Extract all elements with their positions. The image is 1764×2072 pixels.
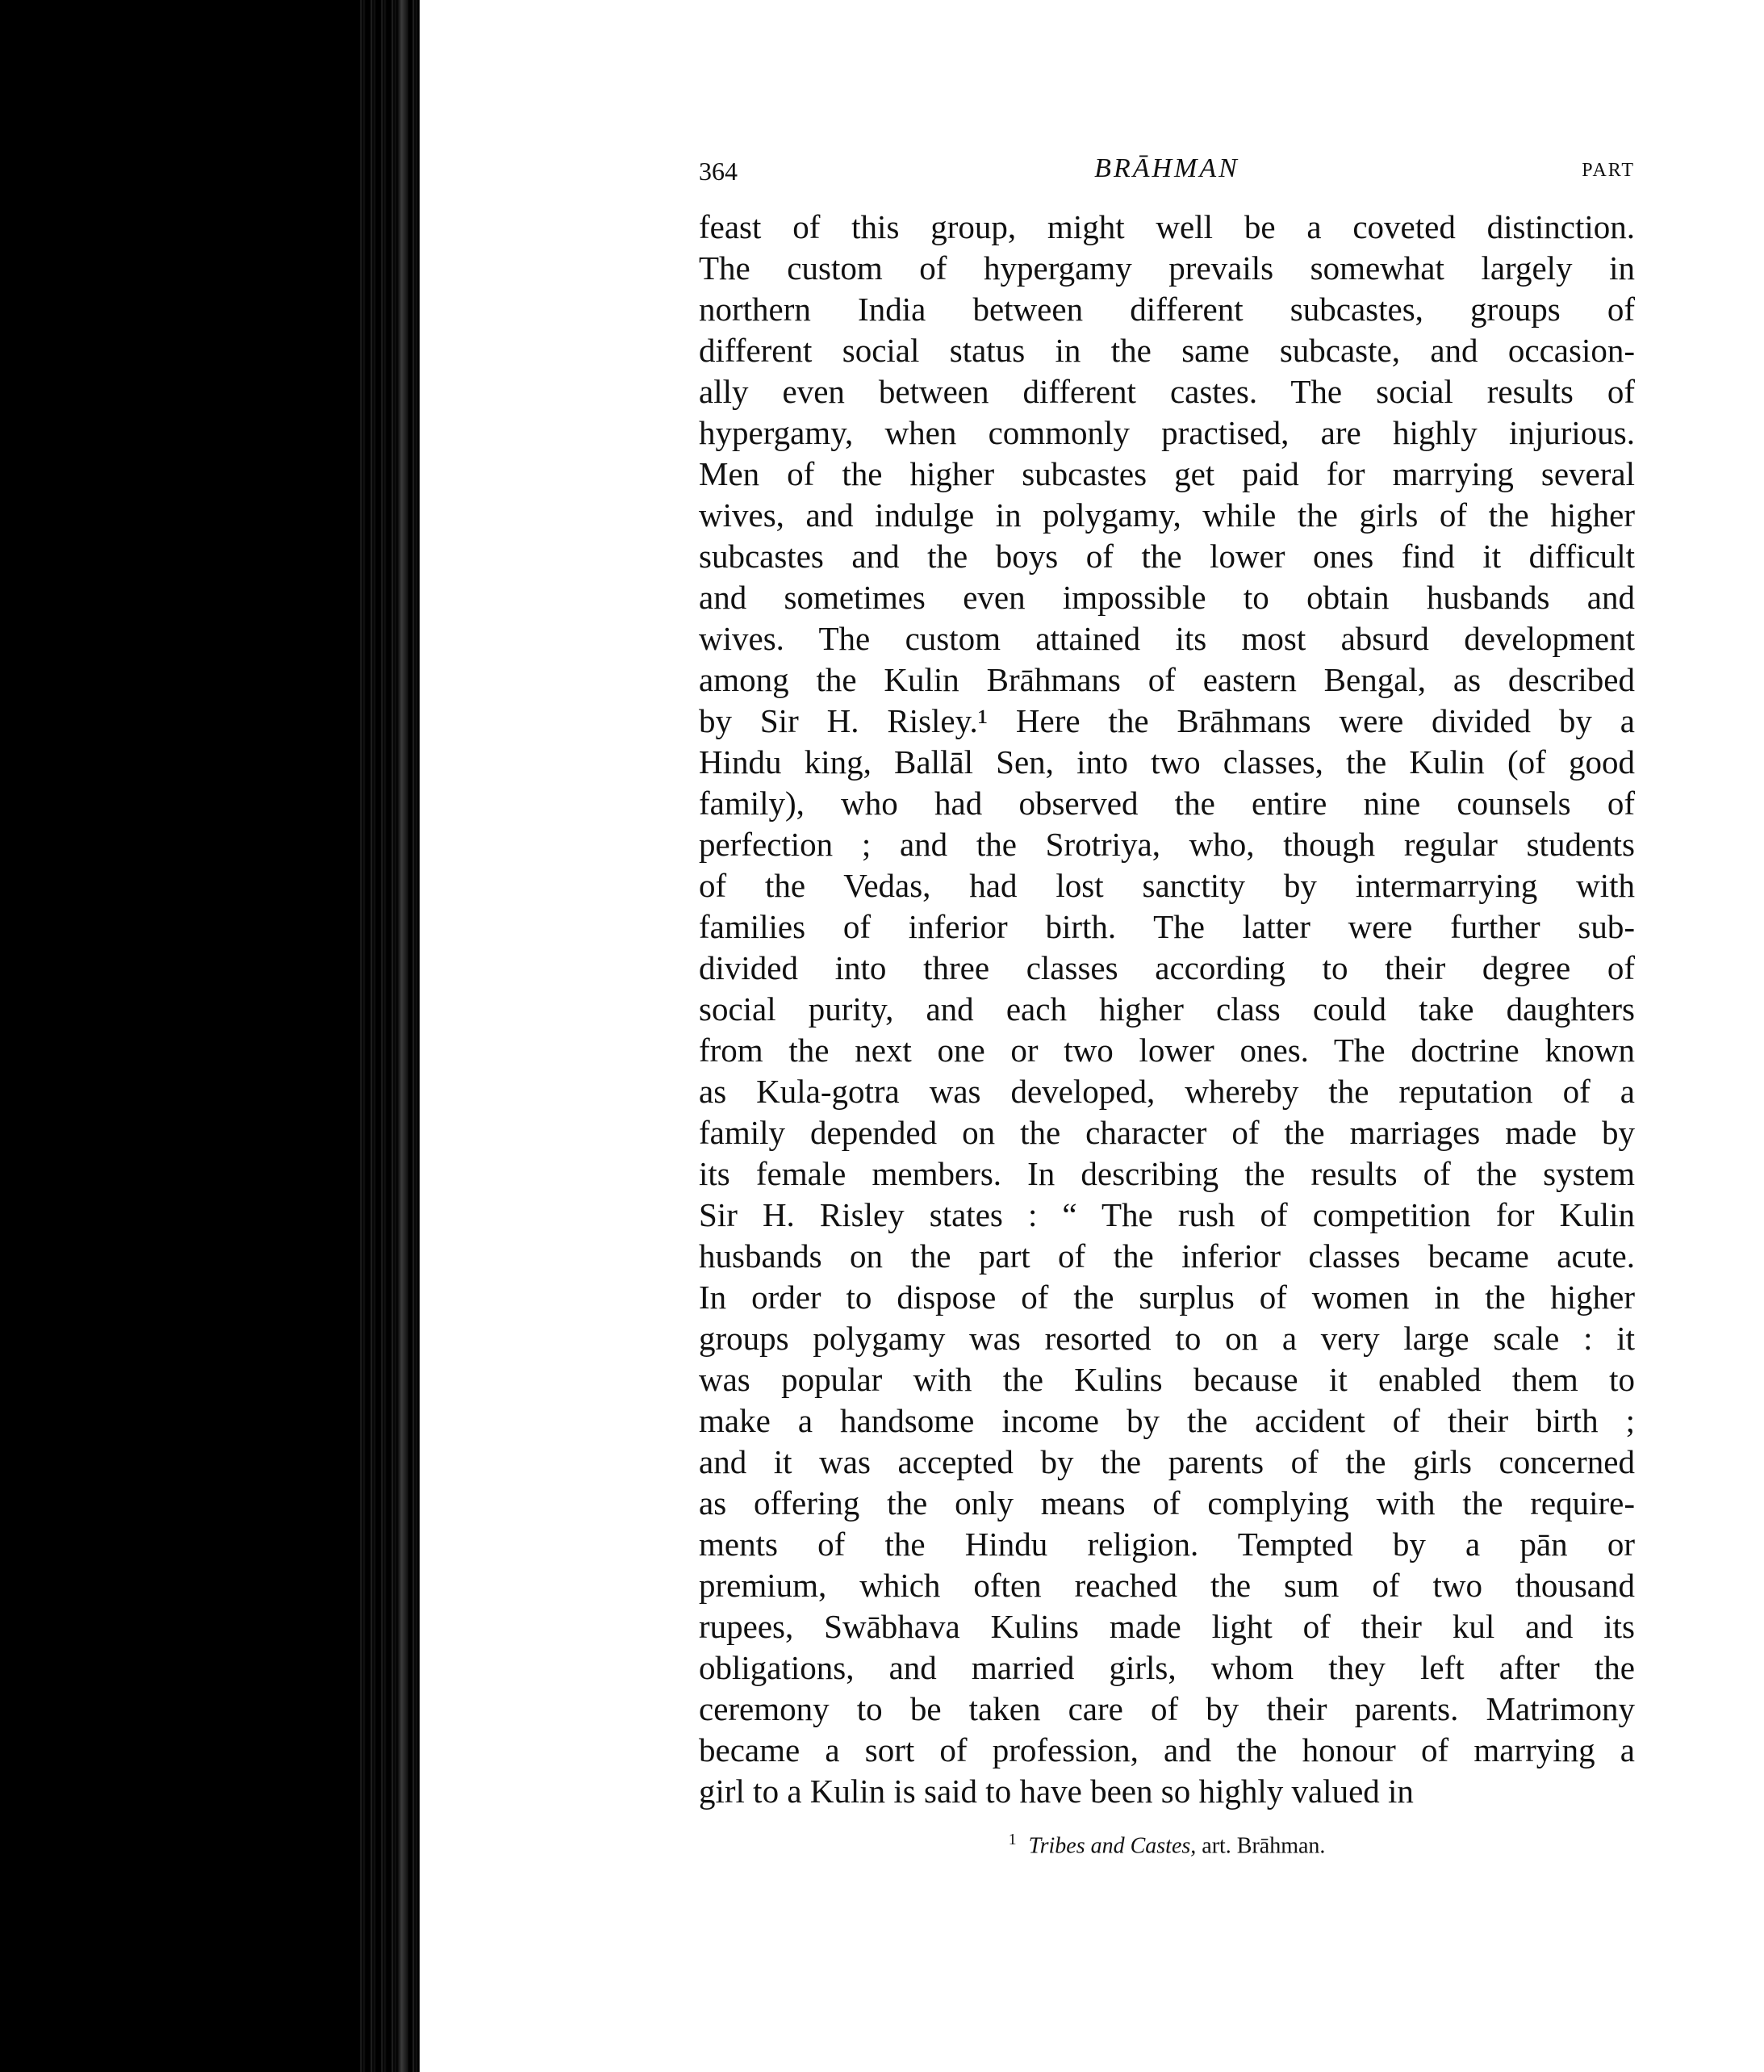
text-line: and sometimes even impossible to obtain husbands and: [699, 579, 1635, 616]
text-line: social purity, and each higher class could take daughters: [699, 990, 1635, 1028]
text-line: divided into three classes according to their degree of: [699, 949, 1635, 986]
footnote-marker: 1: [1008, 1831, 1017, 1848]
text-line: subcastes and the boys of the lower ones find it difficult: [699, 538, 1635, 575]
text-line: family), who had observed the entire nine counsels of: [699, 785, 1635, 822]
footnote-text: art. Brāhman.: [1202, 1833, 1326, 1859]
text-line: Sir H. Risley states : “ The rush of competition for Kulin: [699, 1196, 1635, 1233]
text-line: In order to dispose of the surplus of women in the higher: [699, 1279, 1635, 1316]
text-line: rupees, Swābhava Kulins made light of their kul and its: [699, 1608, 1635, 1645]
text-line: its female members. In describing the results of the system: [699, 1155, 1635, 1192]
text-line: make a handsome income by the accident of their birth ;: [699, 1402, 1635, 1439]
footnote-title: Tribes and Castes,: [1028, 1833, 1197, 1859]
body-text: [699, 207, 1635, 1812]
text-line: as offering the only means of complying with the require-: [699, 1484, 1635, 1522]
page-number: 364: [699, 157, 738, 186]
text-line: obligations, and married girls, whom they left after the: [699, 1649, 1635, 1686]
text-line: was popular with the Kulins because it enabled them to: [699, 1361, 1635, 1398]
text-line: as Kula-gotra was developed, whereby the reputation of a: [699, 1073, 1635, 1110]
text-line: perfection ; and the Srotriya, who, though regular students: [699, 826, 1635, 863]
text-line: Hindu king, Ballāl Sen, into two classes, the Kulin (of good: [699, 743, 1635, 781]
text-line: from the next one or two lower ones. The doctrine known: [699, 1032, 1635, 1069]
text-line: husbands on the part of the inferior classes became acute.: [699, 1237, 1635, 1275]
text-line: groups polygamy was resorted to on a very large scale : it: [699, 1320, 1635, 1357]
scan-gutter: [0, 0, 420, 2072]
book-page: [699, 145, 1635, 1861]
text-line: different social status in the same subcaste, and occasion-: [699, 332, 1635, 369]
text-line: of the Vedas, had lost sanctity by intermarrying with: [699, 867, 1635, 904]
text-line: The custom of hypergamy prevails somewhat largely in: [699, 249, 1635, 287]
text-line: northern India between different subcastes, groups of: [699, 291, 1635, 328]
text-line: wives. The custom attained its most absurd development: [699, 620, 1635, 657]
book-spine-edge: [355, 0, 420, 2072]
text-line: by Sir H. Risley.¹ Here the Brāhmans were divided by a: [699, 702, 1635, 739]
text-line: among the Kulin Brāhmans of eastern Bengal, as described: [699, 661, 1635, 698]
text-line: ments of the Hindu religion. Tempted by a pān or: [699, 1526, 1635, 1563]
text-line: became a sort of profession, and the honour of marrying a: [699, 1731, 1635, 1769]
running-title: BRĀHMAN: [1094, 153, 1239, 183]
page-binding-shadow: [397, 0, 408, 2072]
text-line: ally even between different castes. The social results of: [699, 373, 1635, 410]
text-line: families of inferior birth. The latter were further sub-: [699, 908, 1635, 945]
text-line: and it was accepted by the parents of the girls concerned: [699, 1443, 1635, 1480]
text-line: girl to a Kulin is said to have been so highly valued in: [699, 1773, 1414, 1810]
text-line: ceremony to be taken care of by their parents. Matrimony: [699, 1690, 1635, 1727]
text-line: feast of this group, might well be a coveted distinction.: [699, 208, 1635, 245]
text-line: wives, and indulge in polygamy, while the girls of the higher: [699, 496, 1635, 534]
text-line: premium, which often reached the sum of two thousand: [699, 1567, 1635, 1604]
text-line: hypergamy, when commonly practised, are highly injurious.: [699, 414, 1635, 451]
running-header: [699, 145, 1635, 194]
footnote: [699, 1825, 1635, 1861]
text-line: Men of the higher subcastes get paid for marrying several: [699, 455, 1635, 492]
part-label: PART: [1582, 160, 1635, 181]
text-line: family depended on the character of the marriages made by: [699, 1114, 1635, 1151]
